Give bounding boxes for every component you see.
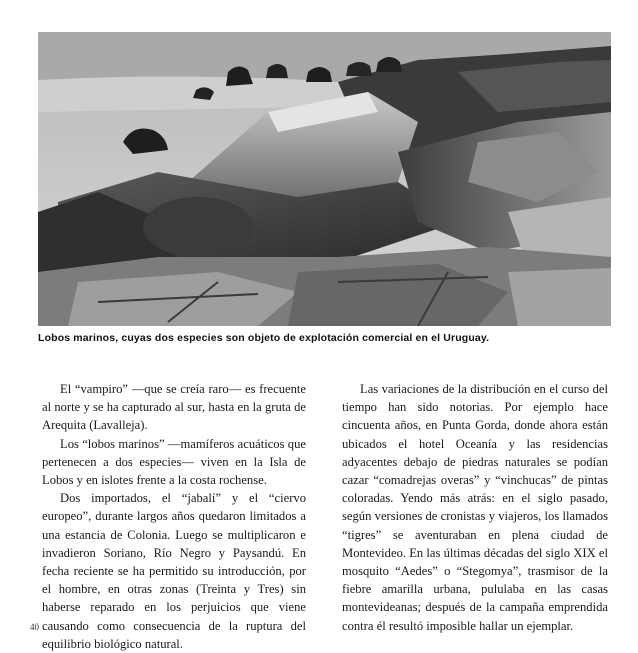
photo-caption: Lobos marinos, cuyas dos especies son objeto de explotación comercial en el Uruguay. bbox=[38, 332, 490, 344]
right-text-column bbox=[342, 380, 608, 635]
paragraph-variaciones: Las variaciones de la distribución en el curso del tiempo han sido notorias. Por ejemplo hace cincuenta años, en Punta Gorda, donde ahora están ubicados el hotel Oceanía y las residencias adyacentes debajo de piedras naturales se podían cazar “comadrejas overas” y “vinchucas” de pintas coloradas. Yendo más atrás: en el siglo pasado, según versiones de cronistas y viajeros, los llamados “tigres” se aventuraban en plena ciudad de Montevideo. En las últimas décadas del siglo XIX el mosquito “Aedes” o “Stegomya”, trasmisor de la fiebre amarilla urbana, pululaba en las casas montevideanas; después de la campaña emprendida contra él resultó imposible hallar un ejemplar. bbox=[342, 382, 608, 633]
sea-lions-photo bbox=[38, 32, 611, 326]
left-text-column bbox=[42, 380, 306, 653]
paragraph-importados: Dos importados, el “jabalí” y el “ciervo europeo”, durante largos años quedaron limitados a una estancia de Colonia. Luego se multiplicaron e invadieron Soriano, Río Negro y Paysandú. En fecha reciente se ha permitido su introducción, por el hombre, en otras zonas (Treinta y Tres) sin haberse reparado en los perjuicios que viene causando como consecuencia de la ruptura del equilibrio biológico natural. bbox=[42, 491, 306, 651]
page-number: 40 bbox=[30, 622, 39, 632]
paragraph-lobos-marinos: Los “lobos marinos” —mamíferos acuáticos que pertenecen a dos especies— viven en la Isla de Lobos y en islotes frente a la costa rochense. bbox=[42, 436, 306, 488]
sea-lions-on-rocks-image bbox=[38, 32, 611, 326]
paragraph-vampiro: El “vampiro” —que se creía raro— es frecuente al norte y se ha capturado al sur, hasta en la gruta de Arequita (Lavalleja). bbox=[42, 382, 306, 433]
